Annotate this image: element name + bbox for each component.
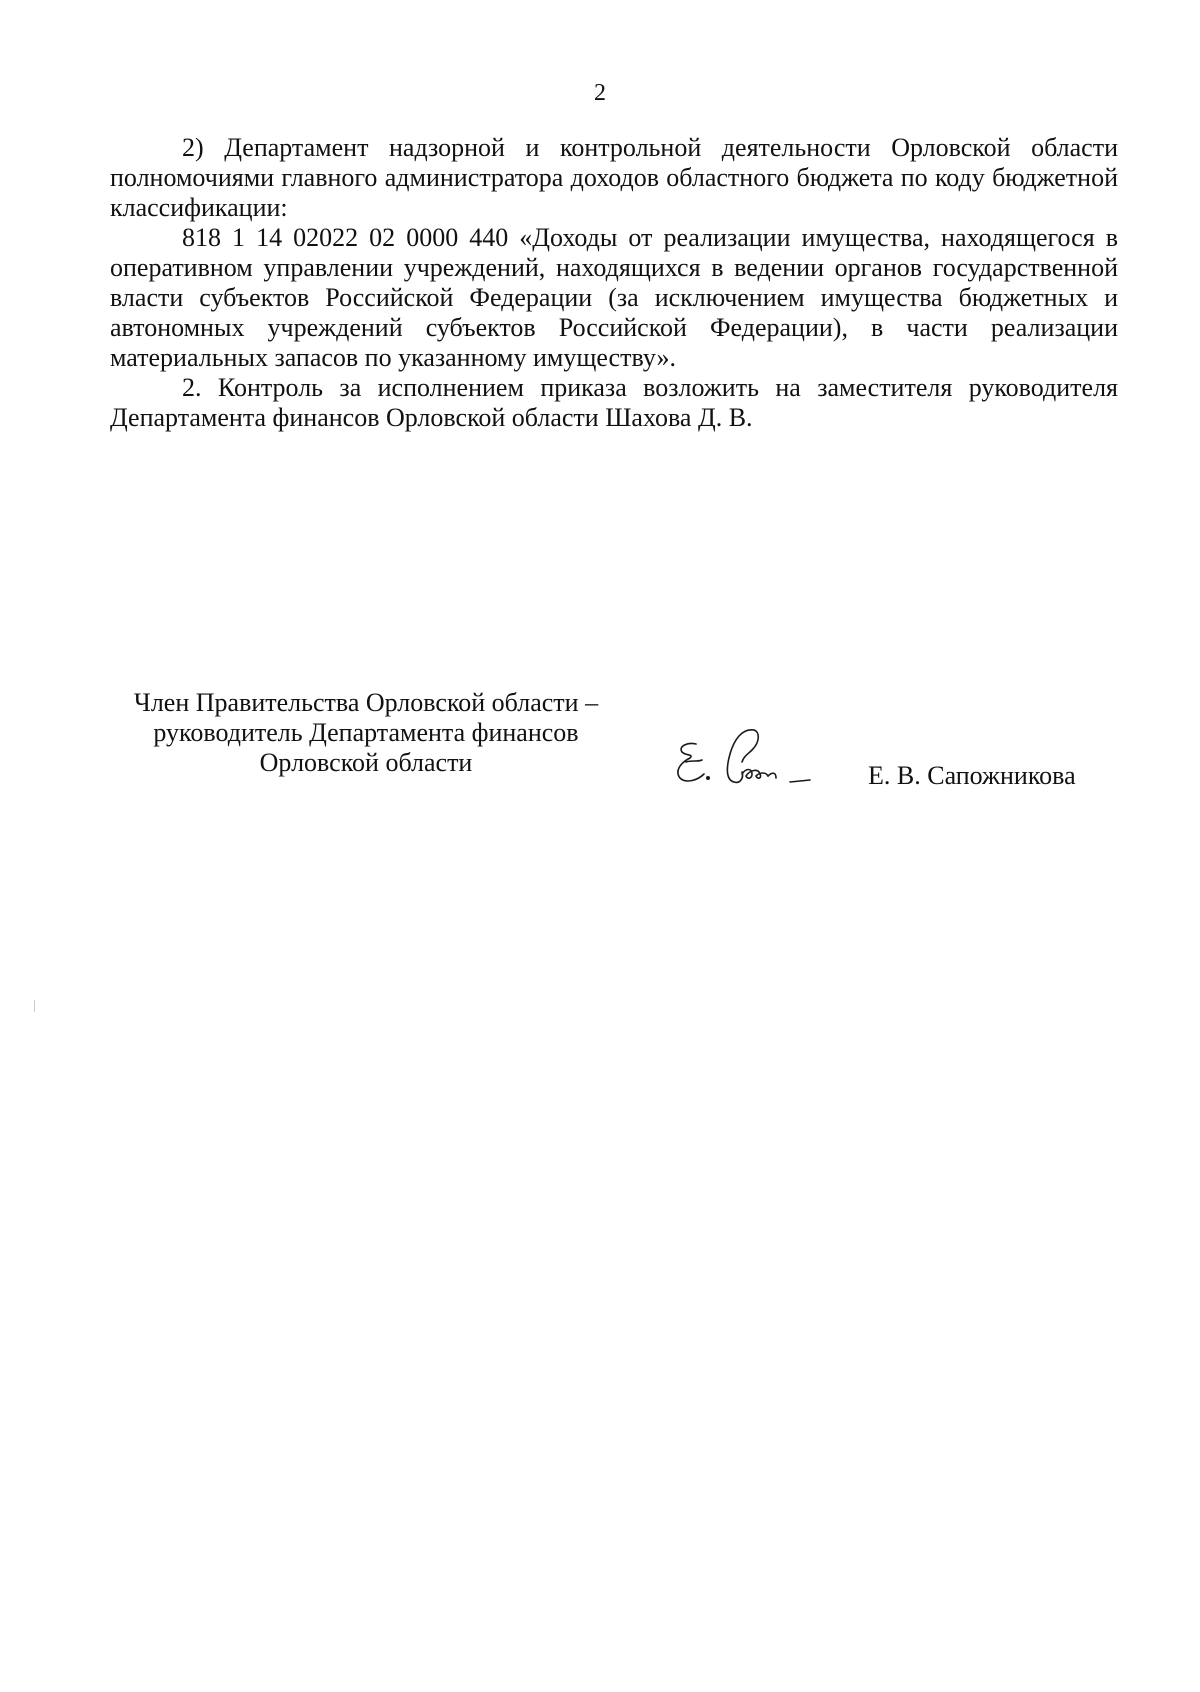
handwritten-signature <box>668 722 828 802</box>
paragraph-control-clause: 2. Контроль за исполнением приказа возложить на заместителя руководителя Департамента финансов Орловской области Шахова Д. В. <box>110 373 1118 432</box>
document-body <box>110 133 1118 433</box>
signatory-position <box>96 688 636 778</box>
paragraph-budget-code: 818 1 14 02022 02 0000 440 «Доходы от реализации имущества, находящегося в оперативном управлении учреждений, находящихся в ведении органов государственной власти субъектов Российской Федерации (за исключением имущества бюджетных и автономных учреждений субъектов Российской Федерации), в части реализации материальных запасов по указанному имуществу». <box>110 223 1118 372</box>
page-number: 2 <box>594 80 606 106</box>
position-line: Член Правительства Орловской области – <box>133 688 599 717</box>
signer-name: Е. В. Сапожникова <box>868 761 1076 790</box>
position-line: Орловской области <box>259 748 473 777</box>
paragraph-department-authority: 2) Департамент надзорной и контрольной деятельности Орловской области полномочиями главного администратора доходов областного бюджета по коду бюджетной классификации: <box>110 133 1118 222</box>
position-line: руководитель Департамента финансов <box>153 718 579 747</box>
scan-artifact <box>34 1000 35 1012</box>
